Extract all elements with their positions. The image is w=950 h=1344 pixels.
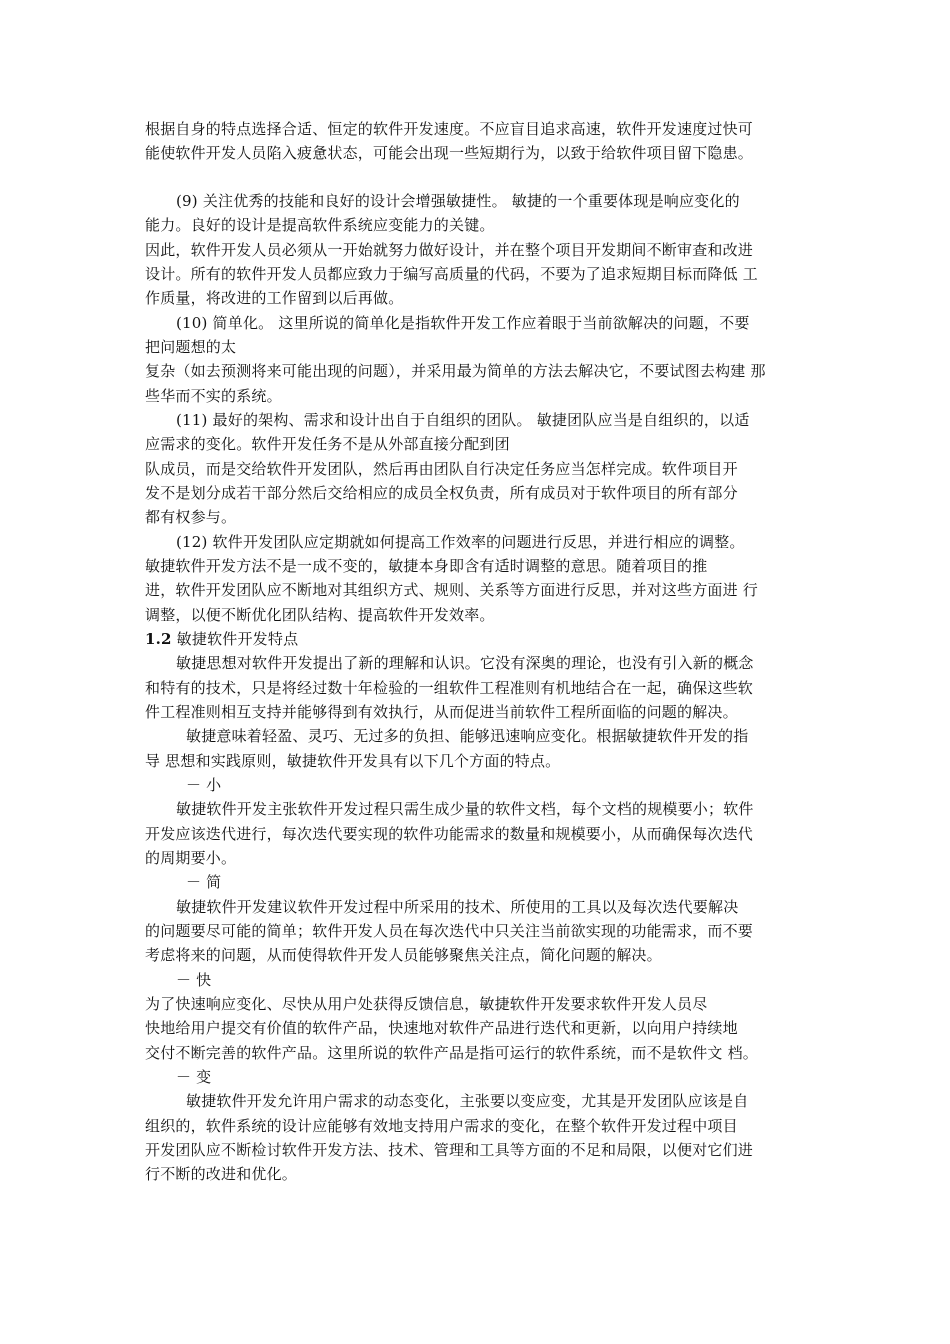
section-number: 1.2: [145, 630, 172, 648]
paragraph-line: 敏捷意味着轻盈、灵巧、无过多的负担、能够迅速响应变化。根据敏捷软件开发的指: [186, 727, 749, 745]
paragraph-line: 设计。所有的软件开发人员都应致力于编写高质量的代码，不要为了追求短期目标而降低 工: [145, 265, 758, 283]
paragraph-line: 的周期要小。: [145, 849, 237, 867]
paragraph-line: 件工程准则相互支持并能够得到有效执行，从而促进当前软件工程所面临的问题的解决。: [145, 703, 738, 721]
paragraph-line: 的问题要尽可能的简单；软件开发人员在每次迭代中只关注当前欲实现的功能需求，而不要: [145, 922, 754, 940]
paragraph-line: 敏捷软件开发方法不是一成不变的，敏捷本身即含有适时调整的意思。随着项目的推: [145, 557, 708, 575]
paragraph-line: 敏捷思想对软件开发提出了新的理解和认识。它没有深奥的理论，也没有引入新的概念: [176, 654, 754, 672]
paragraph-line: 都有权参与。: [145, 508, 237, 526]
paragraph-line: (9) 关注优秀的技能和良好的设计会增强敏捷性。 敏捷的一个重要体现是响应变化的: [176, 192, 740, 210]
paragraph-line: 些华而不实的系统。: [145, 387, 282, 405]
paragraph-line: 组织的，软件系统的设计应能够有效地支持用户需求的变化，在整个软件开发过程中项目: [145, 1117, 738, 1135]
paragraph-line: 考虑将来的问题，从而使得软件开发人员能够聚焦关注点，简化问题的解决。: [145, 946, 662, 964]
paragraph-line: 为了快速响应变化、尽快从用户处获得反馈信息，敏捷软件开发要求软件开发人员尽: [145, 995, 708, 1013]
paragraph-line: 把问题想的太: [145, 338, 237, 356]
paragraph-line: (12) 软件开发团队应定期就如何提高工作效率的问题进行反思，并进行相应的调整。: [176, 533, 745, 551]
paragraph-line: 进，软件开发团队应不断地对其组织方式、规则、关系等方面进行反思，并对这些方面进 行: [145, 581, 758, 599]
paragraph-line: 敏捷软件开发主张软件开发过程只需生成少量的软件文档，每个文档的规模要小；软件: [176, 800, 754, 818]
paragraph-line: 队成员，而是交给软件开发团队，然后再由团队自行决定任务应当怎样完成。软件项目开: [145, 460, 738, 478]
feature-bullet: － 变: [176, 1068, 212, 1086]
paragraph-line: (10) 简单化。 这里所说的简单化是指软件开发工作应着眼于当前欲解决的问题，不要: [176, 314, 750, 332]
feature-bullet: － 简: [186, 873, 222, 891]
paragraph-line: 行不断的改进和优化。: [145, 1165, 298, 1183]
paragraph-line: 因此，软件开发人员必须从一开始就努力做好设计，并在整个项目开发期间不断审查和改进: [145, 241, 754, 259]
paragraph-line: 应需求的变化。软件开发任务不是从外部直接分配到团: [145, 435, 510, 453]
paragraph-line: 发不是划分成若干部分然后交给相应的成员全权负责，所有成员对于软件项目的所有部分: [145, 484, 738, 502]
paragraph-line: 敏捷软件开发允许用户需求的动态变化，主张要以变应变，尤其是开发团队应该是自: [186, 1092, 749, 1110]
paragraph-line: 能使软件开发人员陷入疲惫状态，可能会出现一些短期行为，以致于给软件项目留下隐患。: [145, 144, 754, 162]
feature-bullet: － 快: [176, 971, 212, 989]
paragraph-line: 复杂（如去预测将来可能出现的问题），并采用最为简单的方法去解决它，不要试图去构建 那: [145, 362, 766, 380]
section-heading: [145, 627, 815, 651]
paragraph-line: 导 思想和实践原则，敏捷软件开发具有以下几个方面的特点。: [145, 752, 561, 770]
paragraph-line: 和特有的技术，只是将经过数十年检验的一组软件工程准则有机地结合在一起，确保这些软: [145, 679, 754, 697]
paragraph-line: 开发应该迭代进行，每次迭代要实现的软件功能需求的数量和规模要小，从而确保每次迭代: [145, 825, 754, 843]
paragraph-line: 开发团队应不断检讨软件开发方法、技术、管理和工具等方面的不足和局限，以便对它们进: [145, 1141, 754, 1159]
paragraph-line: 快地给用户提交有价值的软件产品，快速地对软件产品进行迭代和更新，以向用户持续地: [145, 1019, 738, 1037]
paragraph-line: 敏捷软件开发建议软件开发过程中所采用的技术、所使用的工具以及每次迭代要解决: [176, 898, 739, 916]
feature-bullet: － 小: [186, 776, 222, 794]
paragraph-line: 能力。良好的设计是提高软件系统应变能力的关键。: [145, 216, 495, 234]
paragraph-line: 根据自身的特点选择合适、恒定的软件开发速度。不应盲目追求高速，软件开发速度过快可: [145, 120, 754, 138]
paragraph-line: 作质量，将改进的工作留到以后再做。: [145, 289, 404, 307]
paragraph-line: (11) 最好的架构、需求和设计出自于自组织的团队。 敏捷团队应当是自组织的，以适: [176, 411, 750, 429]
paragraph-line: 调整，以便不断优化团队结构、提高软件开发效率。: [145, 606, 495, 624]
paragraph-line: 交付不断完善的软件产品。这里所说的软件产品是指可运行的软件系统，而不是软件文 档。: [145, 1044, 758, 1062]
section-title: 敏捷软件开发特点: [176, 630, 299, 648]
